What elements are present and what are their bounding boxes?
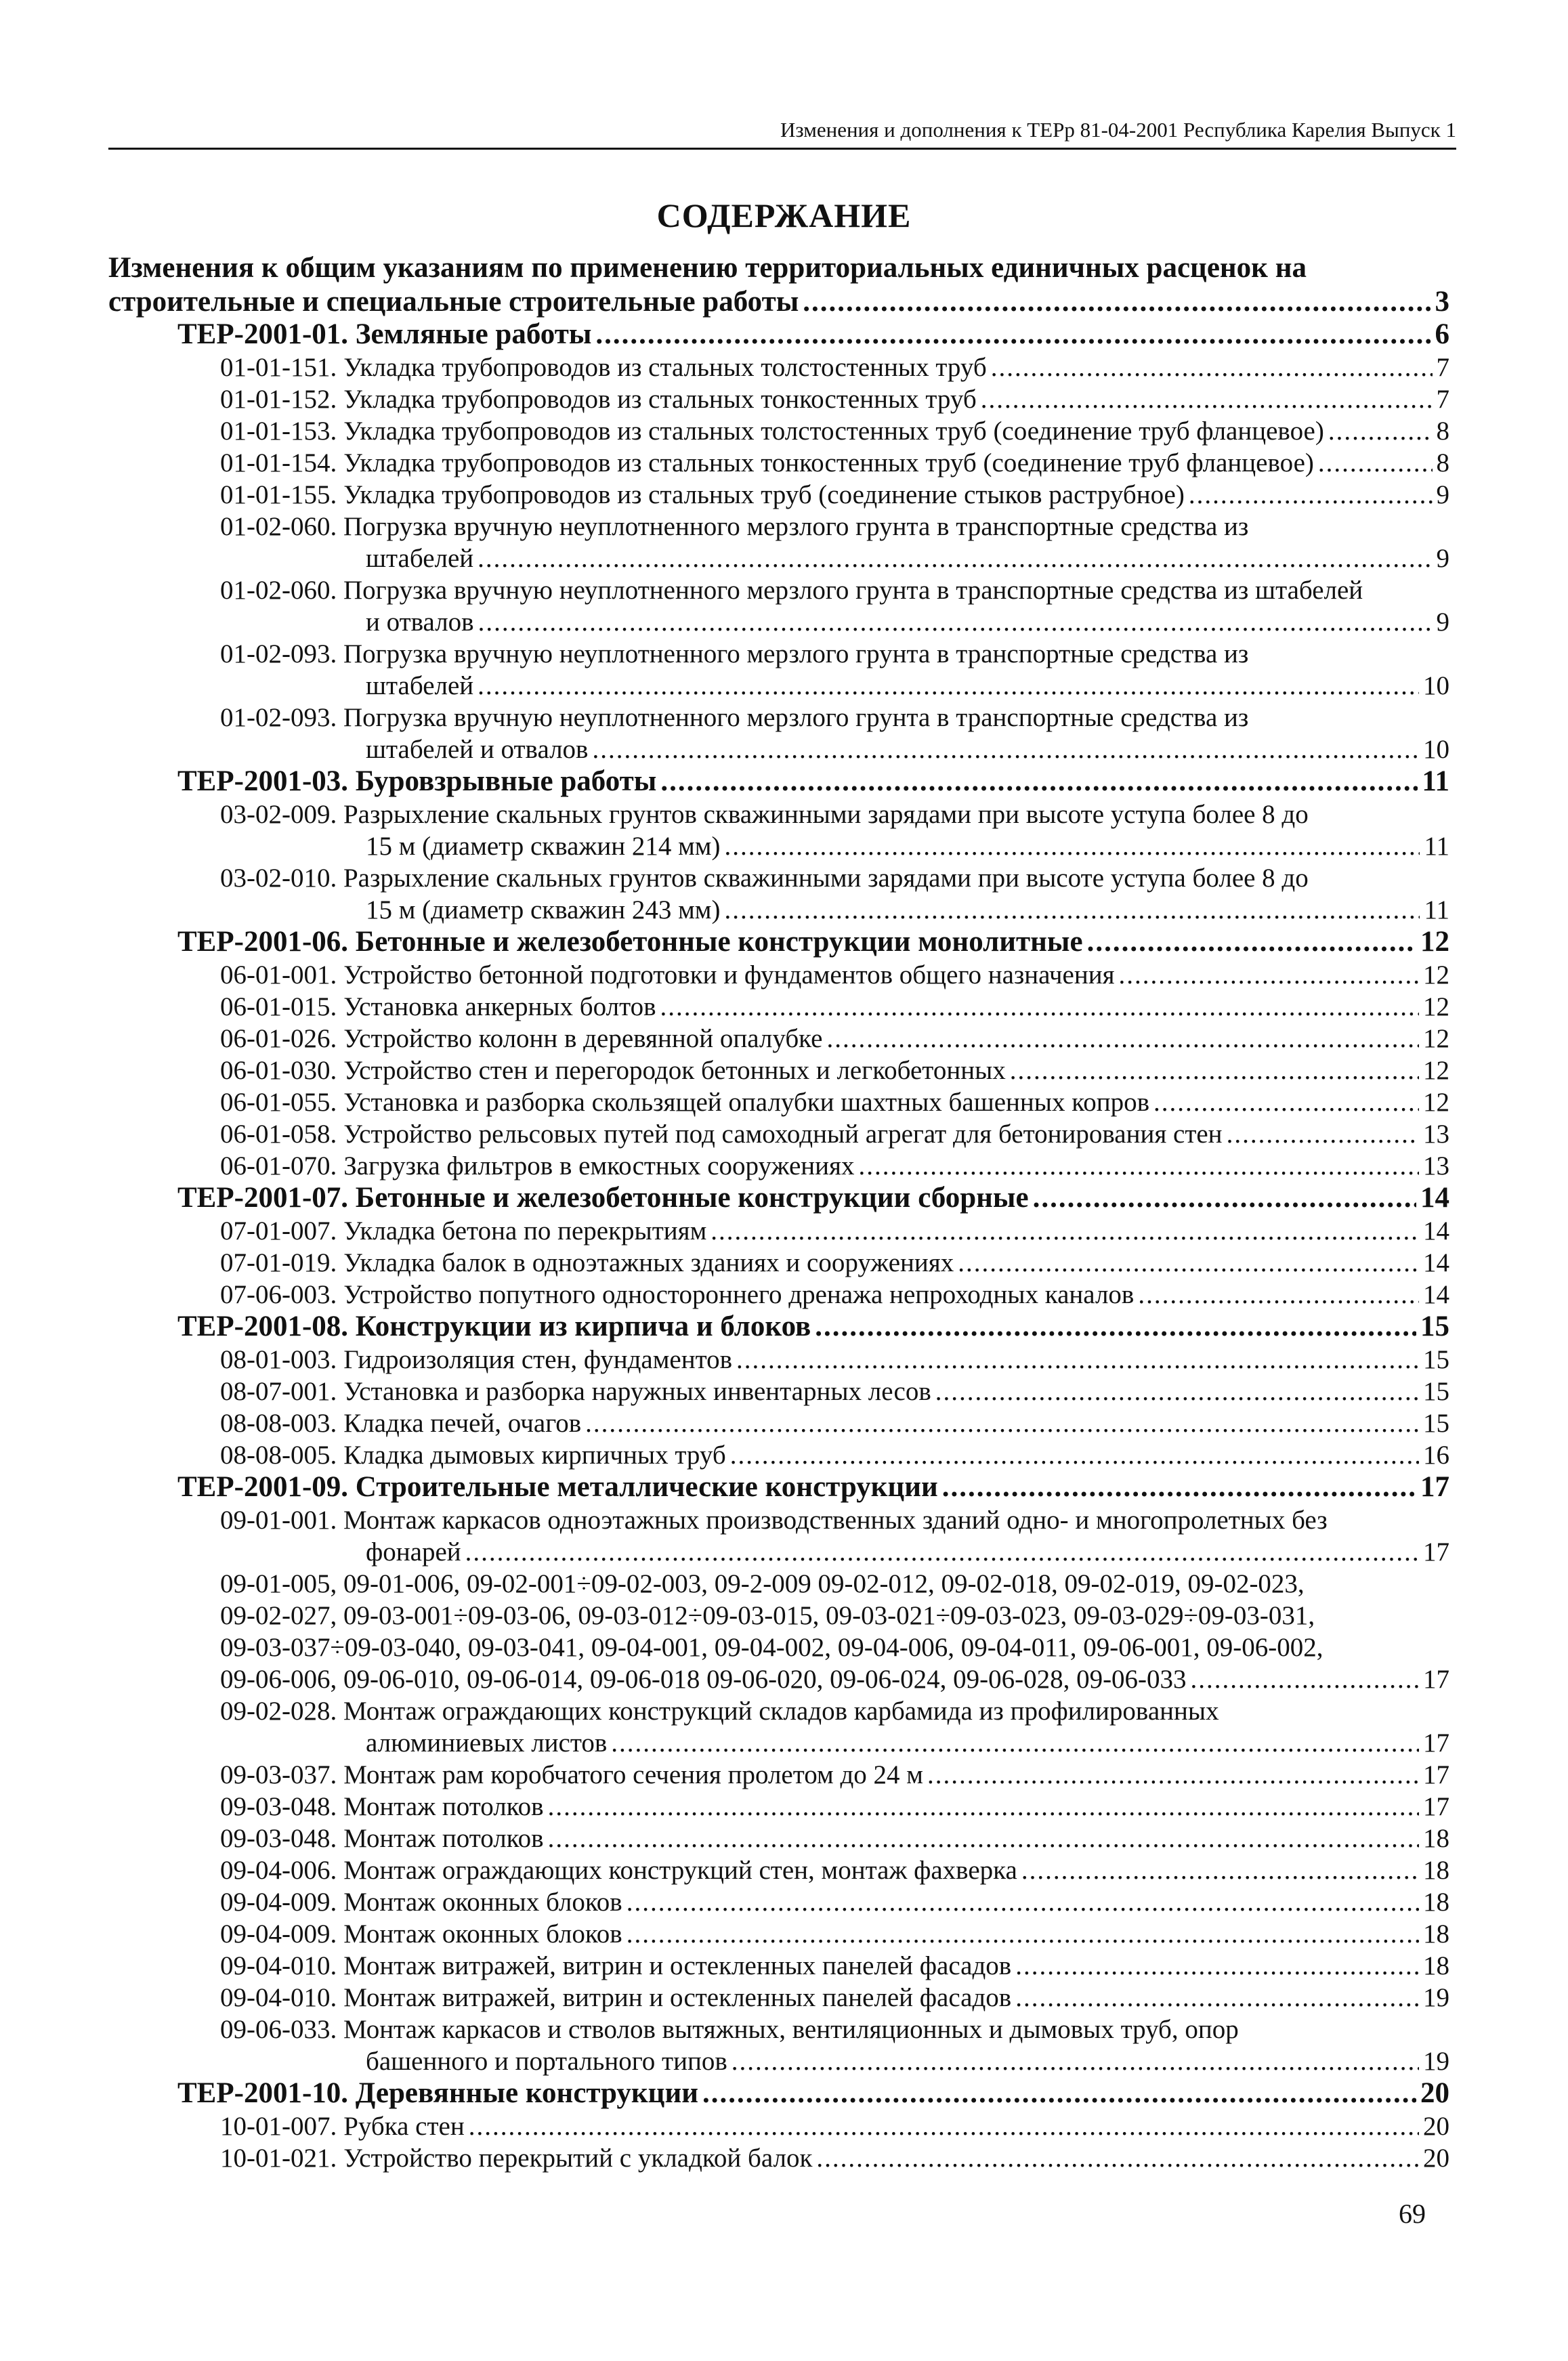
toc-entry-line <box>220 1504 1328 1537</box>
entry-page: 18 <box>1423 1951 1449 1980</box>
section-title: ТЕР-2001-07. Бетонные и железобетонные конструкции сборные <box>177 1182 1029 1214</box>
entry-code: 03-02-010. <box>220 864 337 893</box>
entry-text: Кладка печей, очагов <box>343 1409 582 1438</box>
entry-text: Монтаж каркасов и стволов вытяжных, вентиляционных и дымовых труб, опор <box>343 2015 1239 2044</box>
entry-page: 7 <box>1436 353 1449 382</box>
entry-page: 10 <box>1423 735 1449 764</box>
entry-page: 15 <box>1423 1409 1449 1438</box>
entry-text: и отвалов <box>366 608 474 637</box>
toc-entry-line <box>220 638 1248 671</box>
entry-text: Укладка трубопроводов из стальных труб (соединение стыков раструбное) <box>343 480 1185 509</box>
entry-code: 06-01-026. <box>220 1024 337 1053</box>
section-page: 12 <box>1420 926 1449 958</box>
entry-code: 09-03-037. <box>220 1760 337 1789</box>
toc-entry[interactable] <box>220 352 1449 384</box>
entry-code: 09-06-033. <box>220 2015 337 2044</box>
toc-entry[interactable] <box>366 894 1449 927</box>
toc-entry[interactable] <box>366 733 1449 766</box>
entry-text: штабелей и отвалов <box>366 735 589 764</box>
entry-text: Укладка трубопроводов из стальных толстостенных труб (соединение труб фланцевое) <box>343 417 1324 446</box>
intro-line: Изменения к общим указаниям по применению территориальных единичных расценок на <box>108 252 1307 284</box>
entry-page: 14 <box>1423 1248 1449 1277</box>
toc-entry[interactable] <box>220 383 1449 416</box>
entry-text: 15 м (диаметр скважин 243 мм) <box>366 895 721 924</box>
toc-entry[interactable] <box>220 2142 1449 2175</box>
toc-entry[interactable] <box>220 1918 1449 1951</box>
toc-entry[interactable] <box>220 1823 1449 1855</box>
toc-entry[interactable] <box>366 2045 1449 2078</box>
entry-text: Укладка трубопроводов из стальных тонкостенных труб (соединение труб фланцевое) <box>343 448 1314 477</box>
entry-page: 12 <box>1423 960 1449 990</box>
toc-entry[interactable] <box>220 1886 1449 1919</box>
entry-code: 01-01-153. <box>220 417 337 446</box>
section-page: 6 <box>1435 318 1449 350</box>
entry-text: Устройство стен и перегородок бетонных и легкобетонных <box>343 1056 1006 1085</box>
toc-entry[interactable] <box>220 479 1449 511</box>
toc-entry[interactable] <box>220 1215 1449 1248</box>
toc-entry[interactable] <box>220 1791 1449 1823</box>
toc-entry[interactable] <box>220 2110 1449 2143</box>
toc-entry[interactable] <box>220 1982 1449 2014</box>
entry-page: 17 <box>1423 1760 1449 1789</box>
section-heading-06[interactable] <box>177 926 1449 958</box>
entry-code: 08-08-003. <box>220 1409 337 1438</box>
entry-page: 14 <box>1423 1280 1449 1309</box>
entry-code: 09-04-009. <box>220 1888 337 1917</box>
entry-page: 13 <box>1423 1120 1449 1149</box>
entry-code: 06-01-030. <box>220 1056 337 1085</box>
entry-page: 12 <box>1423 1088 1449 1117</box>
entry-text: Монтаж оконных блоков <box>343 1888 622 1917</box>
toc-entry-line <box>220 702 1248 734</box>
entry-text: Монтаж ограждающих конструкций стен, монтаж фахверка <box>343 1856 1017 1885</box>
entry-code: 06-01-001. <box>220 960 337 990</box>
entry-text: Установка и разборка скользящей опалубки шахтных башенных копров <box>343 1088 1149 1117</box>
toc-entry[interactable] <box>366 670 1449 702</box>
entry-code: 09-04-010. <box>220 1951 337 1980</box>
code-list-line: 09-03-037÷09-03-040, 09-03-041, 09-04-001, 09-04-002, 09-04-006, 09-04-011, 09-06-001, 09-06-002, <box>220 1633 1323 1662</box>
entry-text: строительные и специальные строительные работы <box>108 286 799 318</box>
entry-text: Рубка стен <box>343 2112 465 2141</box>
toc-entry[interactable] <box>220 1439 1449 1472</box>
entry-text: Кладка дымовых кирпичных труб <box>343 1441 726 1470</box>
entry-code: 01-02-060. <box>220 576 337 605</box>
entry-text: Монтаж потолков <box>343 1792 544 1821</box>
entry-text: Разрыхление скальных грунтов скважинными зарядами при высоте уступа более 8 до <box>343 864 1309 893</box>
entry-code: 07-01-019. <box>220 1248 337 1277</box>
entry-text: башенного и портального типов <box>366 2047 727 2076</box>
entry-code: 07-01-007. <box>220 1216 337 1246</box>
section-heading-01[interactable] <box>177 318 1449 351</box>
entry-text: Укладка трубопроводов из стальных толстостенных труб <box>343 353 987 382</box>
entry-text: Устройство попутного одностороннего дренажа непроходных каналов <box>343 1280 1135 1309</box>
entry-code: 03-02-009. <box>220 800 337 829</box>
entry-page: 18 <box>1423 1919 1449 1949</box>
section-title: ТЕР-2001-09. Строительные металлические конструкции <box>177 1471 938 1503</box>
section-page: 14 <box>1420 1182 1449 1214</box>
entry-page: 17 <box>1423 1728 1449 1758</box>
entry-page: 14 <box>1423 1216 1449 1246</box>
section-title: ТЕР-2001-01. Земляные работы <box>177 318 592 350</box>
entry-text: Укладка балок в одноэтажных зданиях и сооружениях <box>343 1248 954 1277</box>
entry-code: 01-02-093. <box>220 639 337 668</box>
entry-text: Монтаж рам коробчатого сечения пролетом до 24 м <box>343 1760 923 1789</box>
toc-entry[interactable] <box>220 991 1449 1023</box>
entry-text: Погрузка вручную неуплотненного мерзлого грунта в транспортные средства из штабелей <box>343 576 1363 605</box>
toc-entry[interactable] <box>220 1950 1449 1982</box>
toc-entry[interactable] <box>220 415 1449 448</box>
entry-page: 8 <box>1436 417 1449 446</box>
entry-code: 09-04-009. <box>220 1919 337 1949</box>
toc-entry[interactable] <box>366 543 1449 575</box>
entry-page: 13 <box>1423 1151 1449 1180</box>
toc-entry[interactable] <box>366 1536 1449 1569</box>
entry-text: алюминиевых листов <box>366 1728 608 1758</box>
entry-code: 08-08-005. <box>220 1441 337 1470</box>
entry-text: Монтаж ограждающих конструкций складов карбамида из профилированных <box>343 1697 1219 1726</box>
entry-text: Монтаж оконных блоков <box>343 1919 622 1949</box>
entry-page: 18 <box>1423 1888 1449 1917</box>
entry-text: Гидроизоляция стен, фундаментов <box>343 1345 733 1374</box>
entry-text: Разрыхление скальных грунтов скважинными зарядами при высоте уступа более 8 до <box>343 800 1309 829</box>
entry-code: 07-06-003. <box>220 1280 337 1309</box>
toc-entry[interactable] <box>366 606 1449 639</box>
toc-entry[interactable] <box>220 1759 1449 1791</box>
entry-code: 06-01-058. <box>220 1120 337 1149</box>
entry-code: 09-02-028. <box>220 1697 337 1726</box>
entry-code: 09-04-010. <box>220 1983 337 2012</box>
toc-entry[interactable] <box>220 1247 1449 1279</box>
toc-entry[interactable] <box>366 830 1449 863</box>
page-title: СОДЕРЖАНИЕ <box>656 196 912 234</box>
entry-page: 8 <box>1436 448 1449 477</box>
toc-entry[interactable] <box>220 1854 1449 1887</box>
entry-code: 01-01-152. <box>220 385 337 414</box>
entry-text: 15 м (диаметр скважин 214 мм) <box>366 832 721 861</box>
toc-entry[interactable] <box>220 1663 1449 1696</box>
entry-text: Укладка бетона по перекрытиям <box>343 1216 707 1246</box>
entry-page: 10 <box>1423 671 1449 700</box>
entry-code: 06-01-055. <box>220 1088 337 1117</box>
toc-entry-line <box>220 1695 1219 1728</box>
toc-entry[interactable] <box>220 1407 1449 1440</box>
section-page: 20 <box>1420 2077 1449 2109</box>
toc-entry-intro[interactable] <box>108 286 1449 318</box>
entry-code: 01-01-155. <box>220 480 337 509</box>
section-title: ТЕР-2001-10. Деревянные конструкции <box>177 2077 699 2109</box>
entry-text: Установка анкерных болтов <box>343 992 656 1021</box>
toc-entry[interactable] <box>220 959 1449 992</box>
entry-code: 01-02-060. <box>220 512 337 541</box>
code-list-line: 09-01-005, 09-01-006, 09-02-001÷09-02-003, 09-2-009 09-02-012, 09-02-018, 09-02-019, 09-02-023, <box>220 1569 1305 1598</box>
toc-entry[interactable] <box>220 1376 1449 1408</box>
entry-code: 01-01-151. <box>220 353 337 382</box>
entry-page: 19 <box>1423 1983 1449 2012</box>
entry-text: Устройство колонн в деревянной опалубке <box>343 1024 823 1053</box>
entry-text: штабелей <box>366 544 474 573</box>
entry-text: Устройство перекрытий с укладкой балок <box>343 2144 813 2173</box>
entry-code: 09-03-048. <box>220 1792 337 1821</box>
entry-page: 9 <box>1436 544 1449 573</box>
toc-entry[interactable] <box>220 1279 1449 1311</box>
toc-entry[interactable] <box>220 1344 1449 1376</box>
section-heading-10[interactable] <box>177 2077 1449 2110</box>
entry-text: Погрузка вручную неуплотненного мерзлого грунта в транспортные средства из <box>343 639 1249 668</box>
entry-page: 15 <box>1423 1345 1449 1374</box>
entry-code: 06-01-015. <box>220 992 337 1021</box>
entry-page: 12 <box>1423 992 1449 1021</box>
section-page: 15 <box>1420 1311 1449 1342</box>
entry-code: 01-01-154. <box>220 448 337 477</box>
section-title: ТЕР-2001-03. Буровзрывные работы <box>177 765 657 797</box>
toc-entry[interactable] <box>220 1086 1449 1119</box>
toc-entry-line <box>220 799 1309 831</box>
entry-code: 10-01-007. <box>220 2112 337 2141</box>
entry-text: Устройство бетонной подготовки и фундаментов общего назначения <box>343 960 1115 990</box>
entry-page: 17 <box>1423 1665 1449 1694</box>
section-heading-08[interactable] <box>177 1311 1449 1343</box>
entry-page: 3 <box>1435 286 1449 318</box>
entry-page: 12 <box>1423 1024 1449 1053</box>
entry-text: Монтаж потолков <box>343 1824 544 1853</box>
entry-page: 9 <box>1436 608 1449 637</box>
toc-entry[interactable] <box>220 1055 1449 1087</box>
entry-page: 11 <box>1424 895 1449 924</box>
entry-text: Монтаж витражей, витрин и остекленных панелей фасадов <box>343 1951 1012 1980</box>
entry-text: Монтаж витражей, витрин и остекленных панелей фасадов <box>343 1983 1012 2012</box>
toc-entry-line <box>220 511 1248 543</box>
entry-code: 09-01-001. <box>220 1506 337 1535</box>
entry-page: 9 <box>1436 480 1449 509</box>
entry-code: 08-01-003. <box>220 1345 337 1374</box>
section-heading-07[interactable] <box>177 1182 1449 1214</box>
entry-text: Погрузка вручную неуплотненного мерзлого грунта в транспортные средства из <box>343 512 1249 541</box>
entry-page: 15 <box>1423 1377 1449 1406</box>
toc-entry[interactable] <box>220 1118 1449 1151</box>
toc-entry[interactable] <box>220 1150 1449 1183</box>
entry-text: штабелей <box>366 671 474 700</box>
entry-code: 01-02-093. <box>220 703 337 732</box>
running-header: Изменения и дополнения к ТЕРр 81-04-2001 Республика Карелия Выпуск 1 <box>108 116 1456 150</box>
entry-text: Установка и разборка наружных инвентарных лесов <box>343 1377 931 1406</box>
entry-page: 17 <box>1423 1537 1449 1567</box>
toc-entry-line <box>220 862 1309 895</box>
entry-code: 09-04-006. <box>220 1856 337 1885</box>
entry-code: 09-03-048. <box>220 1824 337 1853</box>
entry-code: 08-07-001. <box>220 1377 337 1406</box>
entry-page: 20 <box>1423 2144 1449 2173</box>
section-heading-03[interactable] <box>177 765 1449 798</box>
entry-text: Погрузка вручную неуплотненного мерзлого грунта в транспортные средства из <box>343 703 1249 732</box>
entry-text: фонарей <box>366 1537 461 1567</box>
entry-page: 7 <box>1436 385 1449 414</box>
entry-page: 20 <box>1423 2112 1449 2141</box>
code-list-line: 09-06-006, 09-06-010, 09-06-014, 09-06-018 09-06-020, 09-06-024, 09-06-028, 09-06-033 <box>220 1665 1187 1694</box>
entry-page: 16 <box>1423 1441 1449 1470</box>
toc-entry-line <box>220 574 1363 607</box>
entry-text: Монтаж каркасов одноэтажных производственных зданий одно- и многопролетных без <box>343 1506 1328 1535</box>
page-number: 69 <box>1399 2198 1426 2229</box>
entry-page: 11 <box>1424 832 1449 861</box>
entry-code: 10-01-021. <box>220 2144 337 2173</box>
toc-entry[interactable] <box>220 1023 1449 1055</box>
entry-page: 19 <box>1423 2047 1449 2076</box>
section-page: 17 <box>1420 1471 1449 1503</box>
toc-entry-line <box>220 2014 1239 2046</box>
toc-entry[interactable] <box>220 447 1449 480</box>
entry-page: 18 <box>1423 1824 1449 1853</box>
section-title: ТЕР-2001-08. Конструкции из кирпича и блоков <box>177 1311 811 1342</box>
entry-text: Устройство рельсовых путей под самоходный агрегат для бетонирования стен <box>343 1120 1223 1149</box>
section-page: 11 <box>1422 765 1449 797</box>
entry-page: 17 <box>1423 1792 1449 1821</box>
entry-text: Загрузка фильтров в емкостных сооружениях <box>343 1151 855 1180</box>
toc-entry[interactable] <box>366 1727 1449 1760</box>
entry-code: 06-01-070. <box>220 1151 337 1180</box>
section-title: ТЕР-2001-06. Бетонные и железобетонные конструкции монолитные <box>177 926 1083 958</box>
section-heading-09[interactable] <box>177 1471 1449 1504</box>
entry-text: Укладка трубопроводов из стальных тонкостенных труб <box>343 385 977 414</box>
code-list-line: 09-02-027, 09-03-001÷09-03-06, 09-03-012÷09-03-015, 09-03-021÷09-03-023, 09-03-029÷09-03-031, <box>220 1601 1315 1630</box>
entry-page: 18 <box>1423 1856 1449 1885</box>
entry-page: 12 <box>1423 1056 1449 1085</box>
